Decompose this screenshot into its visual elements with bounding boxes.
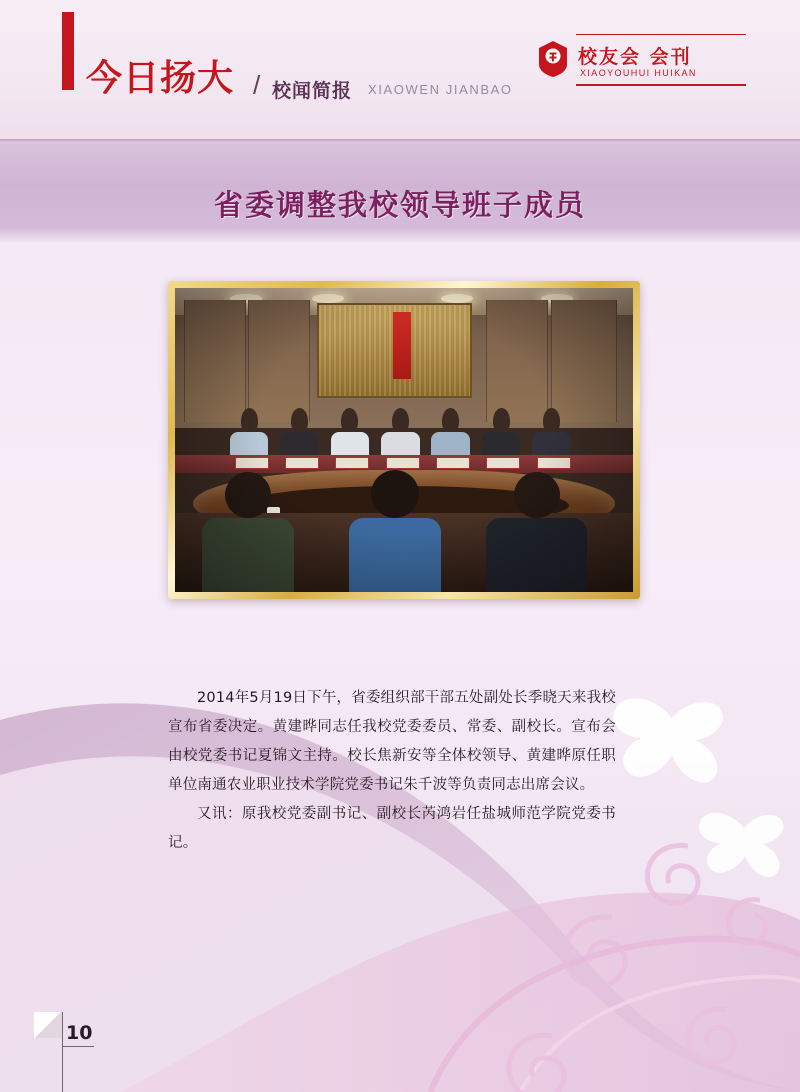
brand-separator: / [253, 70, 261, 100]
alumni-logo [536, 40, 746, 92]
brand-title: 今日扬大 [86, 58, 235, 99]
article-photo [168, 281, 640, 599]
logo-bottom-rule [576, 84, 746, 86]
masthead-band [0, 0, 800, 140]
article-paragraph: 2014年5月19日下午，省委组织部干部五处副处长季晓天来我校宣布省委决定。黄建晔同志任我校党委委员、常委、副校长。宣布会由校党委书记夏锦文主持。校长焦新安等全体校领导、黄建晔原任职单位南通农业职业技术学院党委书记朱千波等负责同志出席会议。 [168, 690, 616, 793]
alumni-seal-icon [536, 40, 570, 78]
section-name-pinyin: XIAOWEN JIANBAO [368, 82, 513, 97]
section-name-cn: 校闻简报 [272, 80, 353, 102]
page-title: 省委调整我校领导班子成员 [213, 188, 586, 222]
page-corner-fold [34, 1012, 63, 1038]
article-body [168, 684, 616, 858]
article-paragraph: 又讯：原我校党委副书记、副校长芮鸿岩任盐城师范学院党委书记。 [168, 806, 616, 851]
alumni-logo-text-cn: 校友会 会刊 [578, 46, 692, 68]
page-number: 10 [66, 1022, 93, 1044]
footer-vertical-rule [62, 1012, 63, 1092]
masthead-red-bar [62, 12, 74, 90]
footer-horizontal-rule [62, 1046, 94, 1047]
logo-top-rule [576, 34, 746, 35]
alumni-logo-text-pinyin: XIAOYOUHUI HUIKAN [580, 68, 697, 78]
article-photo-image [175, 288, 633, 592]
